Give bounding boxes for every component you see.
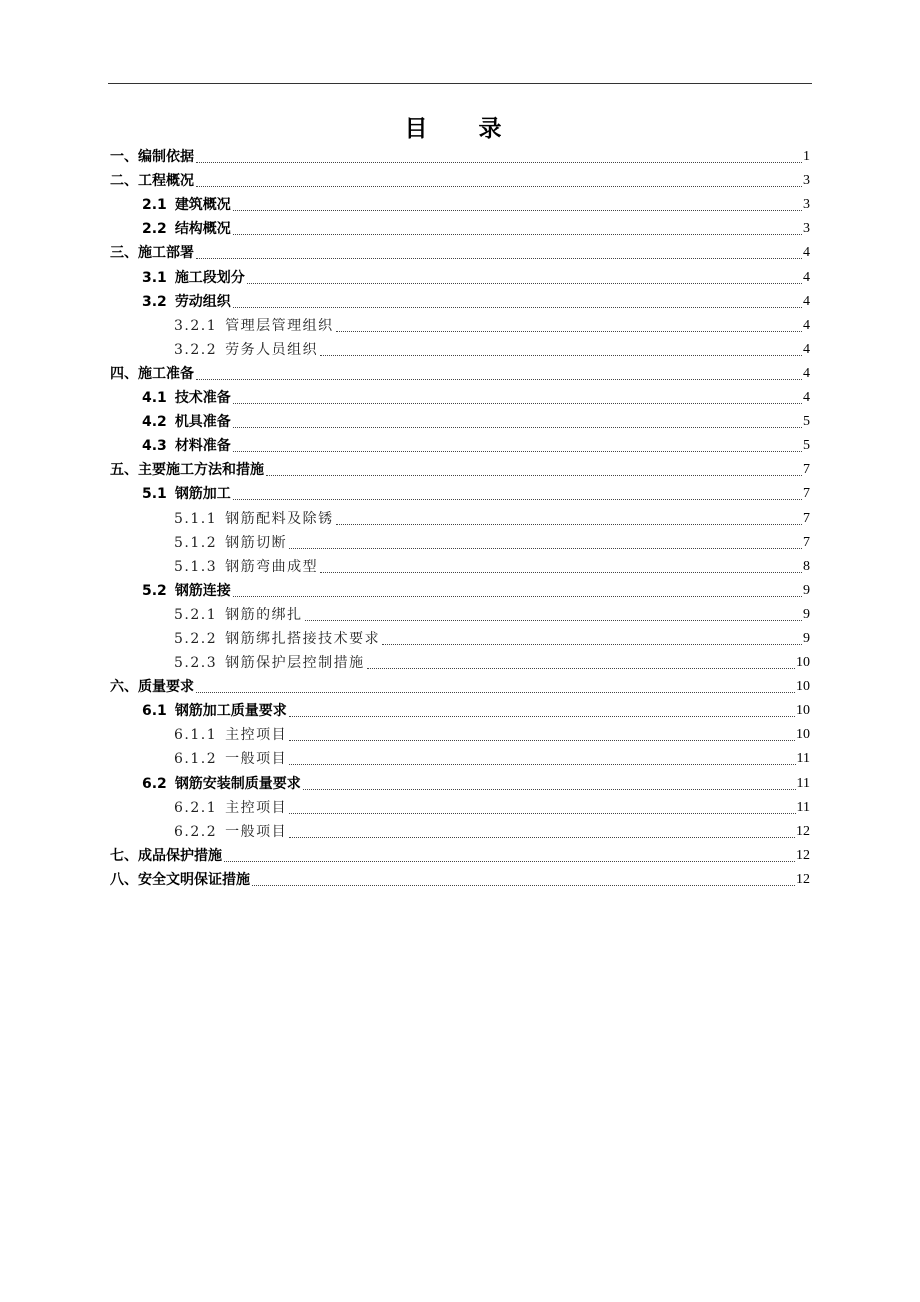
toc-entry-label: 主控项目 — [225, 799, 288, 816]
toc-entry-number: 3.1 — [142, 269, 167, 286]
toc-entry[interactable] — [110, 288, 810, 312]
dot-leader — [382, 644, 802, 645]
toc-entry[interactable] — [110, 553, 810, 577]
toc-entry-number: 3.2.2 — [174, 341, 218, 358]
toc-entry-page-number: 1 — [803, 149, 810, 165]
toc-entry-label: 劳动组织 — [174, 293, 231, 310]
toc-entry-label: 一般项目 — [225, 823, 288, 840]
dot-leader — [289, 813, 795, 814]
toc-entry-number: 5.2.2 — [174, 630, 218, 647]
toc-entry[interactable] — [110, 215, 810, 239]
dot-leader — [336, 331, 802, 332]
header-rule — [108, 83, 812, 84]
toc-entry-label: 钢筋安装制质量要求 — [174, 775, 301, 792]
toc-entry-label: 材料准备 — [174, 438, 231, 455]
toc-entry[interactable] — [110, 408, 810, 432]
toc-entry-number: 一、 — [110, 149, 138, 166]
toc-entry-page-number: 12 — [796, 823, 810, 839]
toc-entry[interactable] — [110, 263, 810, 287]
toc-entry[interactable] — [110, 143, 810, 167]
toc-entry-number: 6.1.1 — [174, 727, 218, 744]
toc-entry-number: 6.2 — [142, 775, 167, 792]
dot-leader — [233, 210, 802, 211]
toc-entry-page-number: 11 — [796, 751, 810, 767]
dot-leader — [233, 451, 802, 452]
toc-entry-page-number: 4 — [803, 390, 810, 406]
toc-entry[interactable] — [110, 167, 810, 191]
dot-leader — [196, 692, 795, 693]
table-of-contents — [110, 143, 810, 890]
toc-entry-label: 钢筋绑扎搭接技术要求 — [225, 630, 381, 647]
toc-entry-number: 4.2 — [142, 414, 167, 431]
toc-entry-number: 5.1.3 — [174, 558, 218, 575]
toc-entry-page-number: 4 — [803, 293, 810, 309]
toc-entry-number: 二、 — [110, 173, 138, 190]
toc-entry[interactable] — [110, 191, 810, 215]
toc-entry-label: 机具准备 — [174, 414, 231, 431]
toc-entry-label: 施工准备 — [138, 365, 194, 382]
toc-entry-page-number: 4 — [803, 245, 810, 261]
toc-entry-page-number: 12 — [796, 847, 810, 863]
toc-entry-page-number: 11 — [796, 799, 810, 815]
toc-entry-label: 主要施工方法和措施 — [138, 462, 264, 479]
toc-entry-page-number: 3 — [803, 173, 810, 189]
toc-entry[interactable] — [110, 480, 810, 504]
toc-entry[interactable] — [110, 312, 810, 336]
toc-entry-label: 施工部署 — [138, 245, 194, 262]
dot-leader — [289, 837, 795, 838]
toc-entry[interactable] — [110, 794, 810, 818]
toc-entry-page-number: 3 — [803, 197, 810, 213]
toc-entry-number: 3.2 — [142, 293, 167, 310]
toc-entry-page-number: 3 — [803, 221, 810, 237]
toc-entry-page-number: 9 — [803, 630, 810, 646]
toc-entry-number: 4.3 — [142, 438, 167, 455]
toc-entry-label: 钢筋连接 — [174, 582, 231, 599]
dot-leader — [233, 499, 802, 500]
toc-entry-number: 五、 — [110, 462, 138, 479]
toc-entry-label: 编制依据 — [138, 149, 194, 166]
toc-entry-page-number: 9 — [803, 606, 810, 622]
toc-entry[interactable] — [110, 601, 810, 625]
toc-entry[interactable] — [110, 384, 810, 408]
toc-entry-label: 技术准备 — [174, 390, 231, 407]
toc-entry[interactable] — [110, 239, 810, 263]
toc-entry[interactable] — [110, 721, 810, 745]
toc-entry[interactable] — [110, 769, 810, 793]
toc-entry-label: 钢筋切断 — [225, 534, 288, 551]
toc-entry-page-number: 4 — [803, 341, 810, 357]
toc-entry-number: 3.2.1 — [174, 317, 218, 334]
toc-entry-page-number: 5 — [803, 414, 810, 430]
toc-entry-number: 5.1.1 — [174, 510, 218, 527]
toc-entry[interactable] — [110, 336, 810, 360]
toc-entry-number: 2.2 — [142, 221, 167, 238]
dot-leader — [196, 162, 802, 163]
toc-entry-label: 钢筋的绑扎 — [225, 606, 303, 623]
toc-entry-number: 5.1.2 — [174, 534, 218, 551]
dot-leader — [289, 764, 795, 765]
dot-leader — [289, 716, 795, 717]
toc-entry-number: 四、 — [110, 365, 138, 382]
toc-entry-number: 6.2.2 — [174, 823, 218, 840]
dot-leader — [233, 307, 802, 308]
toc-entry[interactable] — [110, 456, 810, 480]
toc-entry-number: 三、 — [110, 245, 138, 262]
toc-entry-label: 钢筋保护层控制措施 — [225, 655, 365, 672]
toc-entry-label: 钢筋加工质量要求 — [174, 703, 287, 720]
toc-entry-label: 劳务人员组织 — [225, 341, 319, 358]
toc-entry-page-number: 7 — [803, 534, 810, 550]
dot-leader — [196, 186, 802, 187]
toc-entry-label: 主控项目 — [225, 727, 288, 744]
dot-leader — [196, 379, 802, 380]
toc-entry-number: 2.1 — [142, 197, 167, 214]
dot-leader — [289, 740, 795, 741]
toc-entry[interactable] — [110, 697, 810, 721]
toc-entry-label: 施工段划分 — [174, 269, 245, 286]
toc-entry-label: 建筑概况 — [174, 197, 231, 214]
toc-entry[interactable] — [110, 842, 810, 866]
toc-entry[interactable] — [110, 529, 810, 553]
toc-entry[interactable] — [110, 745, 810, 769]
toc-entry-number: 6.2.1 — [174, 799, 218, 816]
toc-entry[interactable] — [110, 504, 810, 528]
toc-entry-page-number: 10 — [796, 727, 810, 743]
toc-entry[interactable] — [110, 432, 810, 456]
toc-entry-label: 钢筋加工 — [174, 486, 231, 503]
dot-leader — [196, 258, 802, 259]
toc-entry[interactable] — [110, 649, 810, 673]
dot-leader — [252, 885, 795, 886]
toc-entry-page-number: 12 — [796, 871, 810, 887]
toc-entry[interactable] — [110, 577, 810, 601]
dot-leader — [233, 403, 802, 404]
dot-leader — [247, 283, 802, 284]
toc-entry-label: 结构概况 — [174, 221, 231, 238]
toc-entry-number: 4.1 — [142, 390, 167, 407]
toc-entry-number: 5.1 — [142, 486, 167, 503]
toc-entry-label: 钢筋配料及除锈 — [225, 510, 334, 527]
dot-leader — [233, 427, 802, 428]
toc-entry-label: 成品保护措施 — [138, 847, 222, 864]
toc-entry-page-number: 5 — [803, 438, 810, 454]
dot-leader — [336, 524, 802, 525]
dot-leader — [320, 572, 802, 573]
dot-leader — [233, 596, 802, 597]
dot-leader — [233, 234, 802, 235]
toc-entry-page-number: 7 — [803, 510, 810, 526]
dot-leader — [289, 548, 802, 549]
toc-entry-page-number: 4 — [803, 365, 810, 381]
toc-entry-page-number: 10 — [796, 655, 810, 671]
toc-entry-page-number: 7 — [803, 486, 810, 502]
toc-entry-label: 质量要求 — [138, 679, 194, 696]
toc-entry-label: 安全文明保证措施 — [138, 871, 250, 888]
toc-entry-page-number: 7 — [803, 462, 810, 478]
dot-leader — [224, 861, 795, 862]
toc-entry-page-number: 10 — [796, 679, 810, 695]
toc-entry-page-number: 9 — [803, 582, 810, 598]
toc-entry-label: 钢筋弯曲成型 — [225, 558, 319, 575]
toc-entry[interactable] — [110, 818, 810, 842]
toc-entry[interactable] — [110, 866, 810, 890]
toc-entry-label: 工程概况 — [138, 173, 194, 190]
dot-leader — [305, 620, 802, 621]
toc-entry-page-number: 4 — [803, 269, 810, 285]
toc-entry-number: 6.1.2 — [174, 751, 218, 768]
toc-entry[interactable] — [110, 360, 810, 384]
toc-entry[interactable] — [110, 673, 810, 697]
toc-entry-page-number: 10 — [796, 703, 810, 719]
dot-leader — [367, 668, 795, 669]
toc-entry-page-number: 4 — [803, 317, 810, 333]
toc-entry-number: 八、 — [110, 871, 138, 888]
toc-entry-number: 5.2 — [142, 582, 167, 599]
toc-entry-label: 一般项目 — [225, 751, 288, 768]
toc-entry-page-number: 11 — [796, 775, 810, 791]
dot-leader — [320, 355, 802, 356]
toc-entry-number: 6.1 — [142, 703, 167, 720]
dot-leader — [266, 475, 802, 476]
toc-entry-number: 七、 — [110, 847, 138, 864]
dot-leader — [303, 789, 796, 790]
toc-entry-label: 管理层管理组织 — [225, 317, 334, 334]
toc-title: 目 录 — [404, 116, 516, 142]
toc-entry[interactable] — [110, 625, 810, 649]
toc-entry-page-number: 8 — [803, 558, 810, 574]
toc-entry-number: 5.2.3 — [174, 655, 218, 672]
toc-entry-number: 六、 — [110, 679, 138, 696]
toc-entry-number: 5.2.1 — [174, 606, 218, 623]
